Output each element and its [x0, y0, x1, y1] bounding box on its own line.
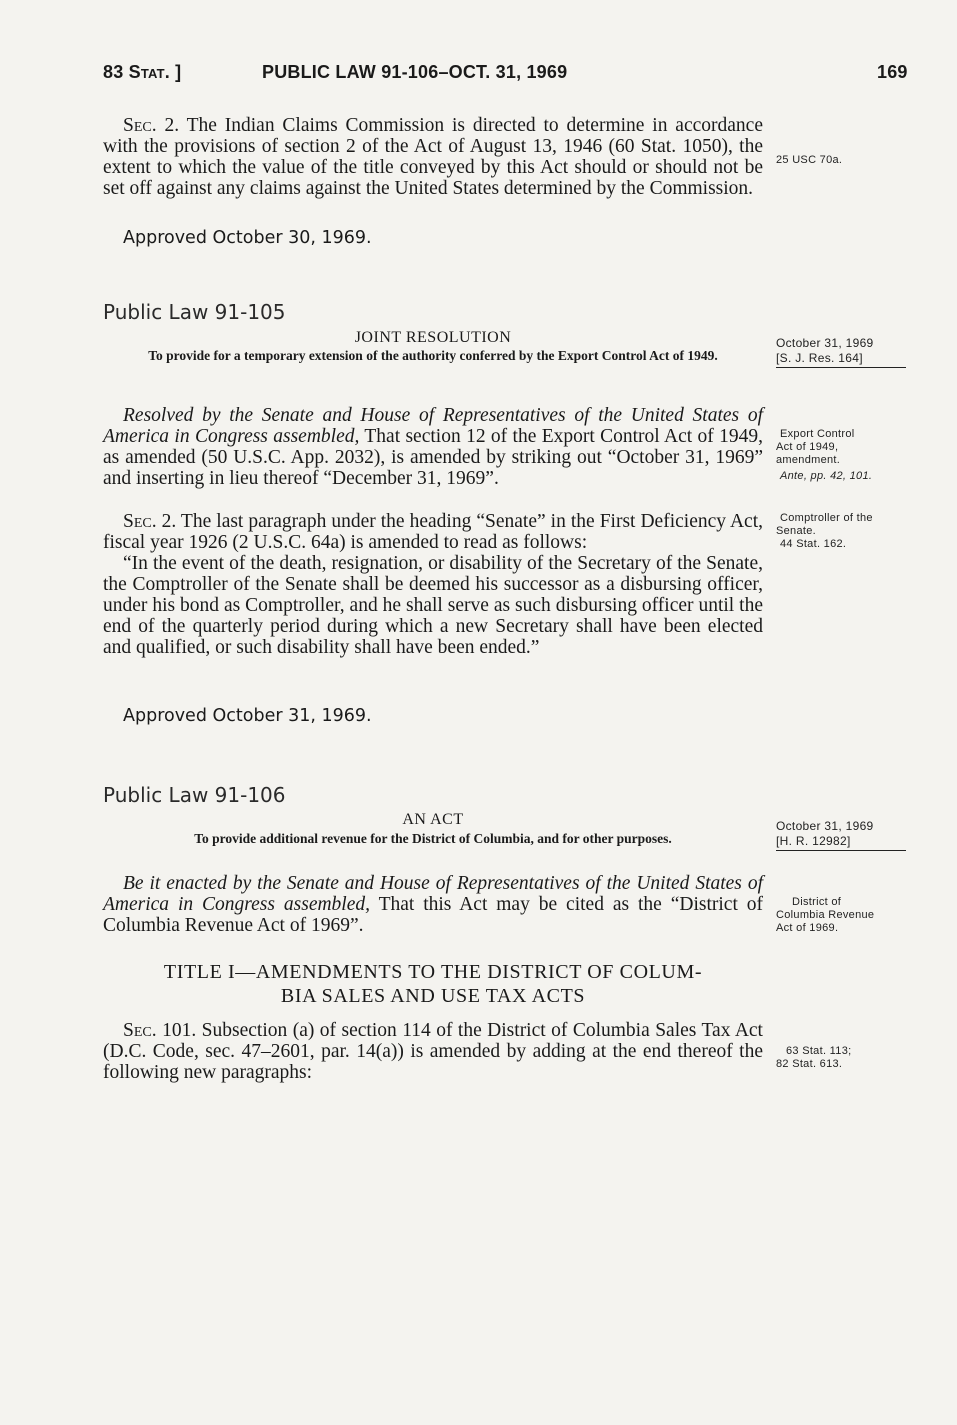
title-heading: [103, 960, 763, 1008]
margin-line: Columbia Revenue: [776, 909, 875, 921]
section-text: Subsection (a) of section 114 of the District of Columbia Sales Tax Act (D.C. Code, sec. 47–2601, par. 14(a)) is amended by adding at the end thereof the following new paragraphs:: [103, 1020, 763, 1083]
margin-line: Act of 1969.: [776, 922, 839, 934]
bill-purpose: To provide for a temporary extension of the authority conferred by the Export Control Act of 1949.: [148, 348, 718, 363]
margin-line: 82 Stat. 613.: [776, 1058, 843, 1070]
margin-line: Comptroller of the: [780, 512, 873, 524]
margin-line: 63 Stat. 113;: [786, 1045, 852, 1057]
section-text: The Indian Claims Commission is directed to determine in accordance with the provisions of section 2 of the Act of August 13, 1946 (60 Stat. 1050), the extent to which the value of the title conveyed by this Act should or should not be set off against any claims against the United States determined by the Commission.: [103, 115, 763, 199]
margin-note-dc-revenue: [776, 896, 926, 935]
margin-line: Act of 1949,: [776, 441, 839, 453]
margin-note-export: [776, 428, 926, 483]
section-2-comptroller: [103, 511, 763, 658]
margin-note-25usc: 25 USC 70a.: [776, 154, 843, 166]
margin-note-comptroller: [776, 512, 926, 551]
bill-kind: AN ACT: [402, 811, 464, 828]
date-block: [776, 819, 906, 851]
resolving-italic: Resolved by the Senate and House of Representatives of the United States of America in Congress assembled,: [103, 405, 763, 447]
quoted-paragraph: “In the event of the death, resignation, or disability of the Secretary of the Senate, the Comptroller of the Senate shall be deemed his successor as a disbursing officer, under his bond as Comptroller, and he shall serve as such disbursing officer until the end of the quarterly period during which a new Secretary shall have been elected and qualified, or such disability shall have been ended.”: [103, 553, 763, 658]
page-number: 169: [877, 62, 908, 82]
enacting-italic: Be it enacted by the Senate and House of Representatives of the United States of America in Congress assembled,: [103, 873, 763, 915]
margin-line: Senate.: [776, 525, 817, 537]
header-title: PUBLIC LAW 91-106–OCT. 31, 1969: [262, 62, 568, 82]
date-block: [776, 336, 906, 368]
section-lead: Sec. 101.: [123, 1020, 197, 1041]
enacting-clause: [103, 873, 763, 936]
section-101: [103, 1020, 763, 1083]
enactment-date: October 31, 1969: [776, 336, 874, 350]
header-volume: 83 Stat. ]: [103, 62, 182, 82]
title-heading-line: TITLE I—AMENDMENTS TO THE DISTRICT OF COLUM-: [163, 961, 703, 983]
title-heading-line: BIA SALES AND USE TAX ACTS: [280, 985, 586, 1007]
resolving-text: That section 12 of the Export Control Act of 1949, as amended (50 U.S.C. App. 2032), is amended by striking out “October 31, 1969” and inserting in lieu thereof “December 31, 1969”.: [103, 426, 763, 489]
section-lead: Sec. 2.: [123, 115, 180, 136]
margin-line: 44 Stat. 162.: [780, 538, 847, 550]
section-2-commission: [103, 115, 763, 199]
public-law-title: Public Law 91-105: [103, 300, 286, 324]
bill-kind: JOINT RESOLUTION: [354, 329, 512, 346]
public-law-title: Public Law 91-106: [103, 783, 286, 807]
margin-line: amendment.: [776, 454, 841, 466]
margin-line: Export Control: [780, 428, 855, 440]
margin-line: Ante, pp. 42, 101.: [780, 470, 873, 482]
enactment-date: October 31, 1969: [776, 819, 874, 833]
resolving-clause: [103, 405, 763, 489]
bill-number: [S. J. Res. 164]: [776, 351, 906, 368]
bill-number: [H. R. 12982]: [776, 834, 906, 851]
enacting-text: That this Act may be cited as the “District of Columbia Revenue Act of 1969”.: [103, 894, 764, 936]
margin-note-stat: [776, 1045, 926, 1071]
approved-line: Approved October 31, 1969.: [123, 706, 372, 726]
approved-line: Approved October 30, 1969.: [123, 228, 372, 248]
section-lead: Sec. 2.: [123, 511, 177, 532]
margin-line: District of: [792, 896, 842, 908]
bill-purpose: To provide additional revenue for the District of Columbia, and for other purposes.: [194, 831, 672, 846]
section-text: The last paragraph under the heading “Senate” in the First Deficiency Act, fiscal year 1926 (2 U.S.C. 64a) is amended to read as follows:: [103, 511, 763, 553]
